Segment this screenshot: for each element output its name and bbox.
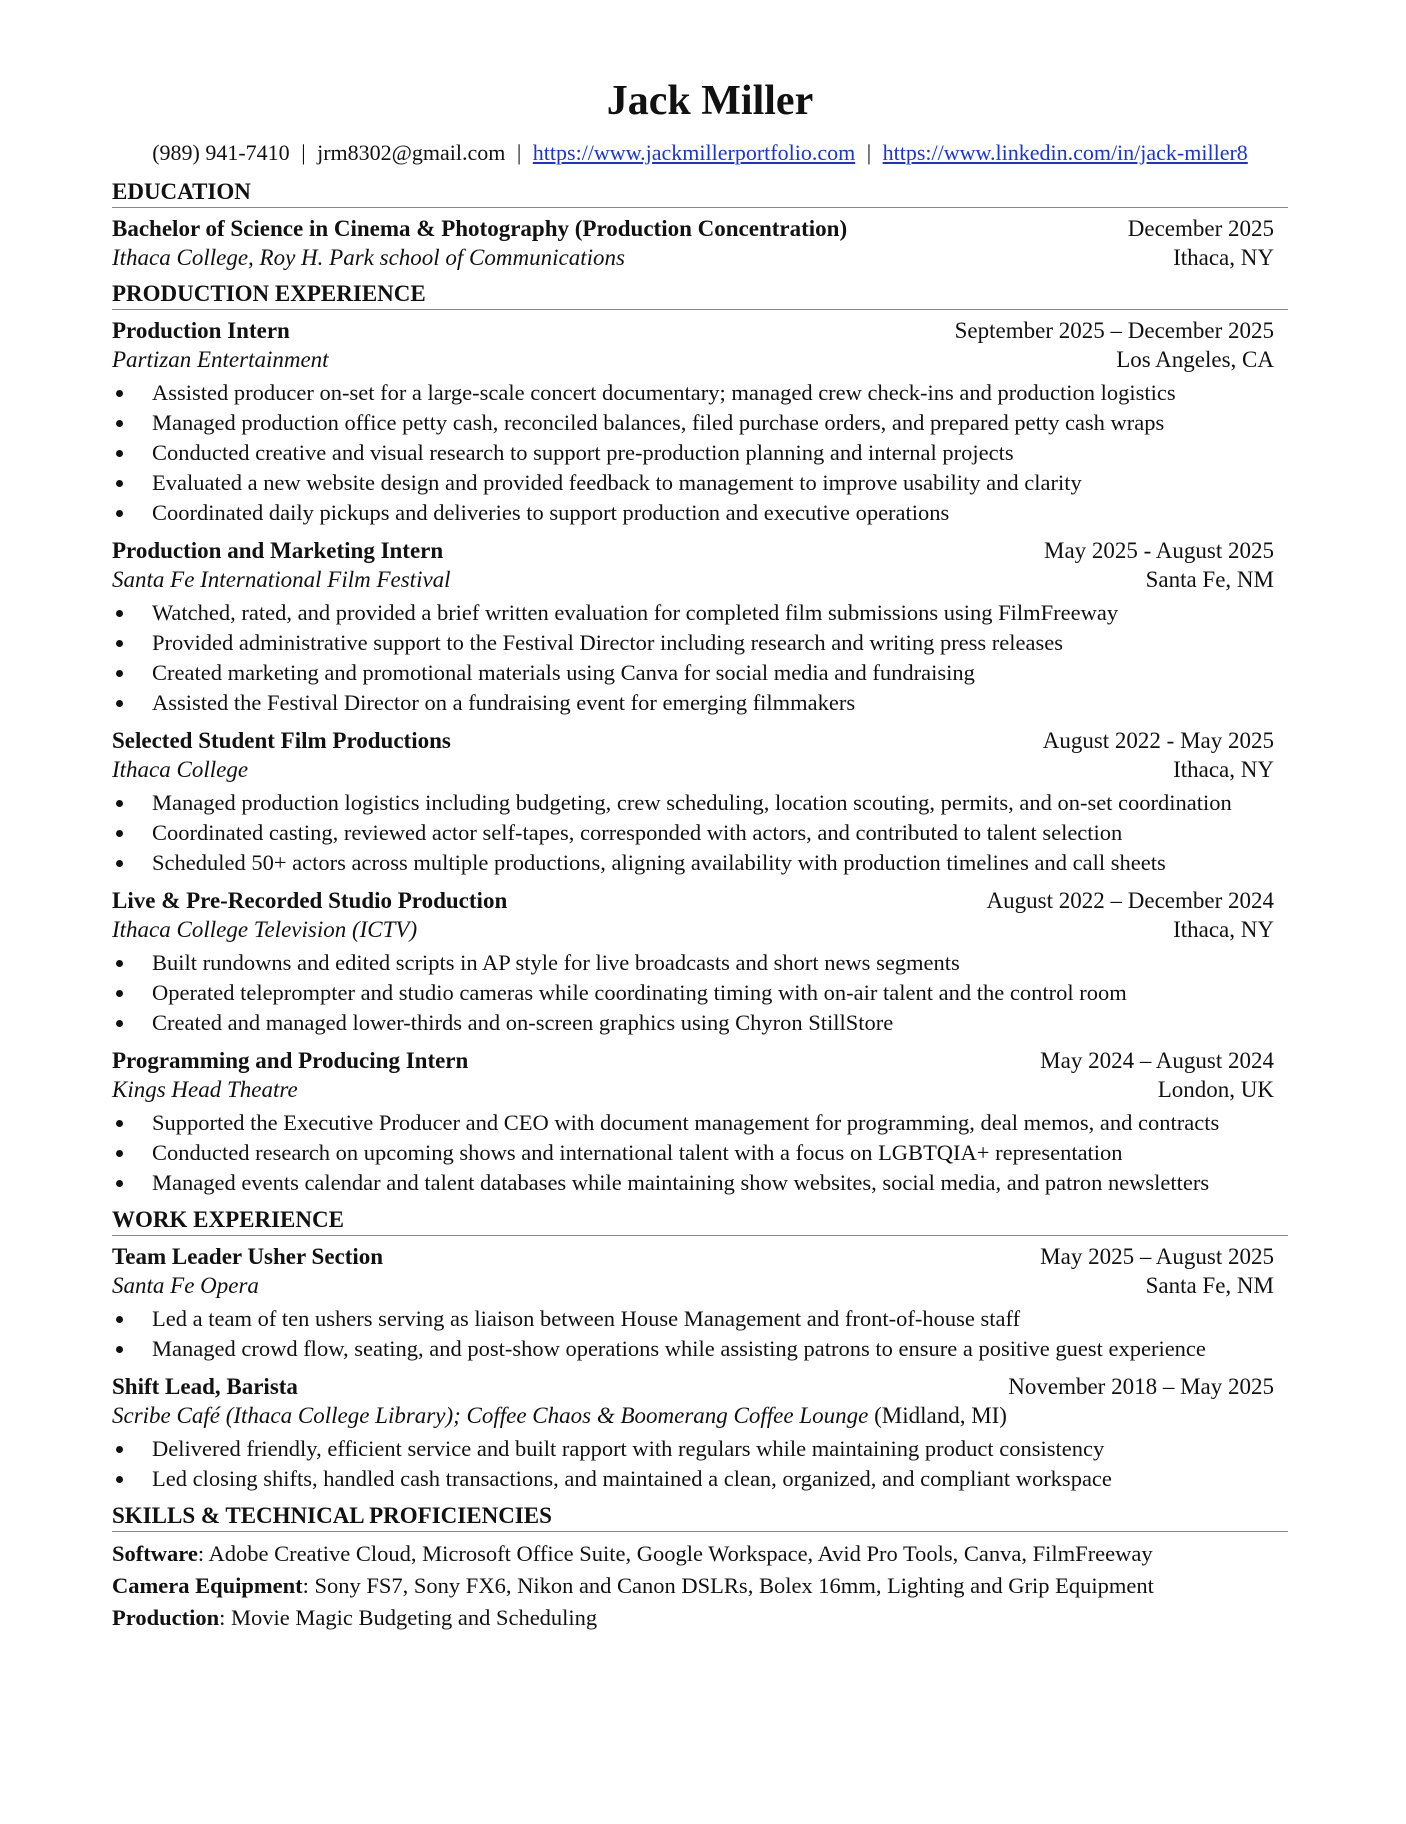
- organization-name: Santa Fe International Film Festival: [112, 567, 451, 592]
- bullet-item: Managed crowd flow, seating, and post-show operations while assisting patrons to ensure a positive guest experience: [112, 1334, 1288, 1364]
- school-name: Ithaca College, Roy H. Park school of Communications: [112, 245, 625, 270]
- bullet-list: [112, 598, 1288, 718]
- job-title: Production and Marketing Intern: [112, 538, 444, 563]
- degree-title: Bachelor of Science in Cinema & Photography (Production Concentration): [112, 216, 848, 241]
- bullet-item: Led closing shifts, handled cash transactions, and maintained a clean, organized, and compliant workspace: [112, 1464, 1288, 1494]
- section-title-production-experience: PRODUCTION EXPERIENCE: [112, 280, 1288, 310]
- section-title-work-experience: WORK EXPERIENCE: [112, 1206, 1288, 1236]
- bullet-list: [112, 1434, 1288, 1494]
- entry-header-row: [112, 214, 1274, 243]
- separator: |: [516, 140, 522, 165]
- skills-label: Camera Equipment: [112, 1573, 303, 1598]
- bullet-item: Managed production logistics including budgeting, crew scheduling, location scouting, permits, and on-set coordination: [112, 788, 1288, 818]
- experience-entry: [112, 536, 1288, 718]
- entry-header-row: [112, 1372, 1274, 1401]
- education-section: [112, 178, 1288, 272]
- organization-name: Ithaca College Television (ICTV): [112, 917, 418, 942]
- job-title: Team Leader Usher Section: [112, 1244, 384, 1269]
- skills-camera-line: [112, 1570, 1288, 1602]
- resume-name: Jack Miller: [606, 78, 814, 124]
- linkedin-link[interactable]: https://www.linkedin.com/in/jack-miller8: [882, 140, 1248, 165]
- entry-date: December 2025: [1127, 216, 1274, 241]
- resume-page: [112, 76, 1288, 1634]
- separator: |: [866, 140, 872, 165]
- organization-name: Scribe Café (Ithaca College Library); Coffee Chaos & Boomerang Coffee Lounge: [112, 1403, 869, 1428]
- entry-location: London, UK: [1157, 1077, 1274, 1102]
- entry-date: November 2018 – May 2025: [1008, 1374, 1274, 1399]
- organization-location: (Midland, MI): [874, 1403, 1007, 1428]
- entry-date: September 2025 – December 2025: [954, 318, 1274, 343]
- organization-name: Partizan Entertainment: [112, 347, 329, 372]
- bullet-item: Evaluated a new website design and provided feedback to management to improve usability and clarity: [112, 468, 1288, 498]
- organization-name: Ithaca College: [112, 757, 249, 782]
- entry-date: August 2022 - May 2025: [1042, 728, 1274, 753]
- section-title-education: EDUCATION: [112, 178, 1288, 208]
- bullet-item: Created marketing and promotional materials using Canva for social media and fundraising: [112, 658, 1288, 688]
- bullet-item: Managed production office petty cash, reconciled balances, filed purchase orders, and prepared petty cash wraps: [112, 408, 1288, 438]
- entry-header-row: [112, 886, 1274, 915]
- skills-value: : Adobe Creative Cloud, Microsoft Office Suite, Google Workspace, Avid Pro Tools, Canva, FilmFreeway: [197, 1541, 1153, 1566]
- bullet-item: Watched, rated, and provided a brief written evaluation for completed film submissions using FilmFreeway: [112, 598, 1288, 628]
- entry-org-row: [112, 755, 1274, 784]
- bullet-item: Managed events calendar and talent databases while maintaining show websites, social media, and patron newsletters: [112, 1168, 1288, 1198]
- entry-location: Ithaca, NY: [1173, 245, 1274, 270]
- bullet-item: Conducted research on upcoming shows and international talent with a focus on LGBTQIA+ representation: [112, 1138, 1288, 1168]
- entry-org-row: [112, 1075, 1274, 1104]
- entry-header-row: [112, 1242, 1274, 1271]
- entry-org-row: [112, 1271, 1274, 1300]
- job-title: Shift Lead, Barista: [112, 1374, 298, 1399]
- bullet-item: Operated teleprompter and studio cameras while coordinating timing with on-air talent and the control room: [112, 978, 1288, 1008]
- entry-location: Santa Fe, NM: [1145, 567, 1274, 592]
- experience-entry: [112, 886, 1288, 1038]
- production-experience-section: [112, 280, 1288, 1198]
- bullet-item: Built rundowns and edited scripts in AP style for live broadcasts and short news segments: [112, 948, 1288, 978]
- entry-location: Ithaca, NY: [1173, 917, 1274, 942]
- entry-header-row: [112, 726, 1274, 755]
- bullet-list: [112, 378, 1288, 528]
- entry-location: Ithaca, NY: [1173, 757, 1274, 782]
- skills-production-line: [112, 1602, 1288, 1634]
- entry-date: August 2022 – December 2024: [986, 888, 1274, 913]
- entry-org-row: [112, 243, 1274, 272]
- section-title-skills: SKILLS & TECHNICAL PROFICIENCIES: [112, 1502, 1288, 1532]
- job-title: Programming and Producing Intern: [112, 1048, 469, 1073]
- skills-value: : Sony FS7, Sony FX6, Nikon and Canon DSLRs, Bolex 16mm, Lighting and Grip Equipment: [302, 1573, 1154, 1598]
- bullet-list: [112, 1108, 1288, 1198]
- skills-label: Software: [112, 1541, 198, 1566]
- bullet-item: Assisted the Festival Director on a fundraising event for emerging filmmakers: [112, 688, 1288, 718]
- bullet-item: Delivered friendly, efficient service and built rapport with regulars while maintaining product consistency: [112, 1434, 1288, 1464]
- bullet-item: Assisted producer on-set for a large-scale concert documentary; managed crew check-ins and production logistics: [112, 378, 1288, 408]
- skills-value: : Movie Magic Budgeting and Scheduling: [219, 1605, 598, 1630]
- organization-name: Santa Fe Opera: [112, 1273, 259, 1298]
- entry-date: May 2024 – August 2024: [1040, 1048, 1274, 1073]
- email-address: jrm8302@gmail.com: [317, 140, 506, 165]
- bullet-item: Scheduled 50+ actors across multiple productions, aligning availability with production timelines and call sheets: [112, 848, 1288, 878]
- entry-header-row: [112, 536, 1274, 565]
- bullet-item: Created and managed lower-thirds and on-screen graphics using Chyron StillStore: [112, 1008, 1288, 1038]
- entry-date: May 2025 - August 2025: [1044, 538, 1274, 563]
- contact-line: [112, 138, 1288, 168]
- job-title: Live & Pre-Recorded Studio Production: [112, 888, 508, 913]
- skills-software-line: [112, 1538, 1288, 1570]
- experience-entry: [112, 726, 1288, 878]
- bullet-item: Coordinated daily pickups and deliveries to support production and executive operations: [112, 498, 1288, 528]
- experience-entry: [112, 1372, 1288, 1494]
- entry-header-row: [112, 316, 1274, 345]
- work-experience-section: [112, 1206, 1288, 1494]
- phone-number: (989) 941-7410: [152, 140, 290, 165]
- portfolio-link[interactable]: https://www.jackmillerportfolio.com: [532, 140, 856, 165]
- entry-org-row: [112, 565, 1274, 594]
- organization-line: [112, 1401, 1007, 1430]
- experience-entry: [112, 1242, 1288, 1364]
- entry-org-row: [112, 345, 1274, 374]
- bullet-item: Provided administrative support to the Festival Director including research and writing press releases: [112, 628, 1288, 658]
- skills-section: [112, 1502, 1288, 1634]
- skills-label: Production: [112, 1605, 220, 1630]
- bullet-item: Supported the Executive Producer and CEO with document management for programming, deal memos, and contracts: [112, 1108, 1288, 1138]
- job-title: Selected Student Film Productions: [112, 728, 451, 753]
- education-entry: [112, 214, 1288, 272]
- bullet-list: [112, 1304, 1288, 1364]
- entry-org-row: [112, 915, 1274, 944]
- entry-location: Santa Fe, NM: [1145, 1273, 1274, 1298]
- entry-header-row: [112, 1046, 1274, 1075]
- job-title: Production Intern: [112, 318, 290, 343]
- entry-location: Los Angeles, CA: [1116, 347, 1274, 372]
- organization-name: Kings Head Theatre: [112, 1077, 298, 1102]
- bullet-item: Led a team of ten ushers serving as liaison between House Management and front-of-house staff: [112, 1304, 1288, 1334]
- bullet-list: [112, 788, 1288, 878]
- entry-date: May 2025 – August 2025: [1040, 1244, 1274, 1269]
- separator: |: [301, 140, 306, 165]
- bullet-item: Conducted creative and visual research to support pre-production planning and internal projects: [112, 438, 1288, 468]
- bullet-item: Coordinated casting, reviewed actor self-tapes, corresponded with actors, and contributed to talent selection: [112, 818, 1288, 848]
- bullet-list: [112, 948, 1288, 1038]
- experience-entry: [112, 1046, 1288, 1198]
- experience-entry: [112, 316, 1288, 528]
- entry-org-row: [112, 1401, 1274, 1430]
